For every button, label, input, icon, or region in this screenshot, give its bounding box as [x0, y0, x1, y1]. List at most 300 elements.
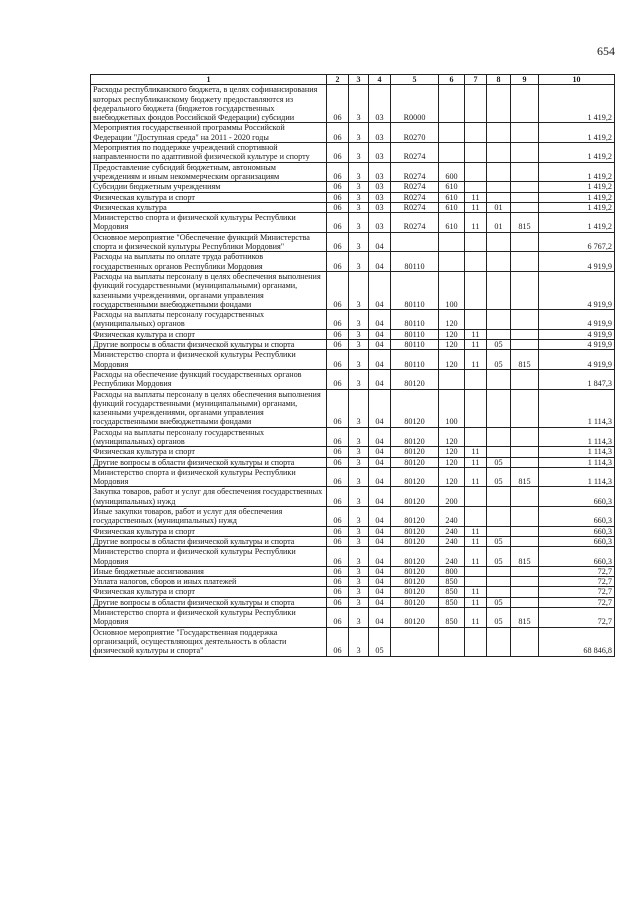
cell-ministry-code — [511, 252, 539, 272]
cell-subdivision: 05 — [487, 457, 511, 467]
cell-section: 06 — [327, 162, 349, 182]
cell-expense-type — [439, 627, 465, 656]
cell-expense-type: 240 — [439, 536, 465, 546]
cell-expense-type: 120 — [439, 457, 465, 467]
cell-measure: 03 — [369, 182, 391, 192]
cell-subprogram: 3 — [349, 507, 369, 527]
cell-subprogram: 3 — [349, 143, 369, 163]
row-description: Министерство спорта и физической культуры Республики Мордовия — [91, 608, 327, 628]
cell-section: 06 — [327, 123, 349, 143]
cell-section: 06 — [327, 447, 349, 457]
table-row — [91, 340, 615, 350]
table-row — [91, 182, 615, 192]
cell-amount: 72,7 — [539, 597, 615, 607]
cell-division — [465, 627, 487, 656]
cell-ministry-code — [511, 85, 539, 123]
cell-ministry-code — [511, 526, 539, 536]
cell-subdivision — [487, 271, 511, 309]
cell-ministry-code: 815 — [511, 350, 539, 370]
table-row — [91, 467, 615, 487]
cell-expense-type: 120 — [439, 467, 465, 487]
row-description: Физическая культура и спорт — [91, 587, 327, 597]
cell-subdivision: 05 — [487, 536, 511, 546]
cell-expense-type: 100 — [439, 389, 465, 427]
cell-section: 06 — [327, 507, 349, 527]
cell-amount: 1 419,2 — [539, 192, 615, 202]
cell-amount: 1 419,2 — [539, 123, 615, 143]
cell-subprogram: 3 — [349, 487, 369, 507]
cell-section: 06 — [327, 85, 349, 123]
cell-measure: 03 — [369, 162, 391, 182]
header-cell-5: 5 — [391, 75, 439, 85]
cell-division — [465, 252, 487, 272]
row-description: Расходы на выплаты по оплате труда работников государственных органов Республики Мордовия — [91, 252, 327, 272]
table-row — [91, 427, 615, 447]
cell-measure: 04 — [369, 587, 391, 597]
cell-target-code: 80120 — [391, 447, 439, 457]
row-description: Другие вопросы в области физической культуры и спорта — [91, 457, 327, 467]
cell-ministry-code — [511, 271, 539, 309]
row-description: Другие вопросы в области физической культуры и спорта — [91, 340, 327, 350]
table-row — [91, 202, 615, 212]
cell-target-code: R0270 — [391, 123, 439, 143]
cell-amount: 1 419,2 — [539, 85, 615, 123]
cell-amount: 72,7 — [539, 587, 615, 597]
cell-subprogram: 3 — [349, 329, 369, 339]
cell-ministry-code — [511, 123, 539, 143]
cell-subdivision — [487, 427, 511, 447]
cell-subdivision — [487, 192, 511, 202]
cell-subdivision — [487, 487, 511, 507]
table-row — [91, 536, 615, 546]
cell-division: 11 — [465, 467, 487, 487]
cell-ministry-code — [511, 457, 539, 467]
cell-measure: 04 — [369, 369, 391, 389]
cell-target-code: R0000 — [391, 85, 439, 123]
cell-subdivision — [487, 369, 511, 389]
cell-amount: 660,3 — [539, 536, 615, 546]
cell-division — [465, 271, 487, 309]
header-cell-7: 7 — [465, 75, 487, 85]
cell-ministry-code: 815 — [511, 608, 539, 628]
cell-target-code — [391, 627, 439, 656]
cell-amount: 6 767,2 — [539, 232, 615, 252]
cell-subdivision: 01 — [487, 213, 511, 233]
cell-section: 06 — [327, 487, 349, 507]
cell-subdivision — [487, 162, 511, 182]
cell-target-code: 80120 — [391, 608, 439, 628]
cell-expense-type: 120 — [439, 447, 465, 457]
cell-amount: 660,3 — [539, 487, 615, 507]
cell-ministry-code: 815 — [511, 467, 539, 487]
row-description: Уплата налогов, сборов и иных платежей — [91, 577, 327, 587]
table-row — [91, 507, 615, 527]
cell-measure: 04 — [369, 252, 391, 272]
cell-amount: 660,3 — [539, 547, 615, 567]
cell-target-code: 80120 — [391, 487, 439, 507]
cell-subprogram: 3 — [349, 536, 369, 546]
cell-expense-type: 850 — [439, 587, 465, 597]
cell-amount: 1 419,2 — [539, 143, 615, 163]
cell-section: 06 — [327, 547, 349, 567]
cell-amount: 1 114,3 — [539, 389, 615, 427]
cell-measure: 03 — [369, 192, 391, 202]
row-description: Мероприятия по поддержке учреждений спортивной направленности по адаптивной физической культуре и спорту — [91, 143, 327, 163]
cell-subprogram: 3 — [349, 608, 369, 628]
cell-division: 11 — [465, 608, 487, 628]
cell-section: 06 — [327, 271, 349, 309]
cell-division: 11 — [465, 202, 487, 212]
cell-section: 06 — [327, 369, 349, 389]
cell-expense-type: 120 — [439, 329, 465, 339]
cell-expense-type: 200 — [439, 487, 465, 507]
cell-measure: 04 — [369, 350, 391, 370]
row-description: Предоставление субсидий бюджетным, автономным учреждениям и иным некоммерческим организациям — [91, 162, 327, 182]
table-row — [91, 566, 615, 576]
row-description: Расходы на выплаты персоналу в целях обеспечения выполнения функций государственными (муниципальными) органами, казенными учреждениями, органами управления государственными внебюджетными фондами — [91, 271, 327, 309]
cell-section: 06 — [327, 457, 349, 467]
cell-expense-type: 120 — [439, 350, 465, 370]
budget-table — [90, 74, 615, 657]
cell-expense-type — [439, 232, 465, 252]
cell-section: 06 — [327, 213, 349, 233]
cell-subprogram: 3 — [349, 350, 369, 370]
cell-subdivision — [487, 577, 511, 587]
cell-ministry-code — [511, 202, 539, 212]
table-body — [91, 85, 615, 656]
cell-division — [465, 232, 487, 252]
cell-ministry-code — [511, 143, 539, 163]
cell-measure: 04 — [369, 340, 391, 350]
cell-ministry-code — [511, 310, 539, 330]
row-description: Расходы на выплаты персоналу государственных (муниципальных) органов — [91, 310, 327, 330]
cell-measure: 04 — [369, 310, 391, 330]
cell-amount: 660,3 — [539, 526, 615, 536]
cell-amount: 1 847,3 — [539, 369, 615, 389]
cell-target-code: R0274 — [391, 202, 439, 212]
cell-amount: 4 919,9 — [539, 329, 615, 339]
cell-expense-type — [439, 143, 465, 163]
cell-measure: 03 — [369, 213, 391, 233]
cell-subprogram: 3 — [349, 192, 369, 202]
cell-subprogram: 3 — [349, 566, 369, 576]
cell-subdivision — [487, 587, 511, 597]
cell-ministry-code — [511, 507, 539, 527]
cell-subdivision — [487, 526, 511, 536]
cell-division: 11 — [465, 350, 487, 370]
cell-amount: 1 419,2 — [539, 213, 615, 233]
cell-amount: 4 919,9 — [539, 271, 615, 309]
cell-ministry-code — [511, 340, 539, 350]
cell-division: 11 — [465, 447, 487, 457]
cell-expense-type: 610 — [439, 213, 465, 233]
cell-subprogram: 3 — [349, 526, 369, 536]
cell-division — [465, 427, 487, 447]
header-cell-1: 1 — [91, 75, 327, 85]
cell-division — [465, 310, 487, 330]
cell-target-code: 80120 — [391, 566, 439, 576]
cell-ministry-code — [511, 577, 539, 587]
cell-division: 11 — [465, 192, 487, 202]
cell-ministry-code — [511, 597, 539, 607]
table-row — [91, 597, 615, 607]
cell-expense-type: 800 — [439, 566, 465, 576]
cell-subprogram: 3 — [349, 627, 369, 656]
cell-subprogram: 3 — [349, 182, 369, 192]
cell-measure: 04 — [369, 577, 391, 587]
row-description: Физическая культура и спорт — [91, 192, 327, 202]
cell-measure: 04 — [369, 547, 391, 567]
cell-expense-type: 120 — [439, 310, 465, 330]
table-row — [91, 389, 615, 427]
cell-subdivision: 05 — [487, 608, 511, 628]
cell-division: 11 — [465, 597, 487, 607]
cell-subprogram: 3 — [349, 310, 369, 330]
cell-ministry-code — [511, 587, 539, 597]
table-row — [91, 547, 615, 567]
cell-amount: 72,7 — [539, 608, 615, 628]
cell-section: 06 — [327, 182, 349, 192]
cell-subprogram: 3 — [349, 447, 369, 457]
cell-subprogram: 3 — [349, 123, 369, 143]
cell-ministry-code — [511, 627, 539, 656]
cell-subprogram: 3 — [349, 369, 369, 389]
header-row — [91, 75, 615, 85]
table-row — [91, 85, 615, 123]
cell-target-code: 80120 — [391, 597, 439, 607]
cell-subprogram: 3 — [349, 213, 369, 233]
row-description: Расходы на обеспечение функций государственных органов Республики Мордовия — [91, 369, 327, 389]
cell-section: 06 — [327, 232, 349, 252]
table-row — [91, 457, 615, 467]
row-description: Мероприятия государственной программы Российской Федерации "Доступная среда" на 2011 - 2020 годы — [91, 123, 327, 143]
cell-subdivision — [487, 329, 511, 339]
table-row — [91, 310, 615, 330]
cell-measure: 04 — [369, 487, 391, 507]
cell-measure: 04 — [369, 597, 391, 607]
cell-subprogram: 3 — [349, 271, 369, 309]
cell-expense-type: 850 — [439, 577, 465, 587]
cell-expense-type: 610 — [439, 182, 465, 192]
page-number: 654 — [597, 44, 615, 58]
cell-target-code: 80120 — [391, 389, 439, 427]
cell-subdivision: 05 — [487, 467, 511, 487]
cell-subdivision — [487, 182, 511, 192]
cell-section: 06 — [327, 252, 349, 272]
cell-subdivision — [487, 232, 511, 252]
cell-division: 11 — [465, 340, 487, 350]
table-row — [91, 192, 615, 202]
cell-subdivision — [487, 507, 511, 527]
cell-measure: 04 — [369, 232, 391, 252]
cell-ministry-code: 815 — [511, 547, 539, 567]
cell-target-code: 80120 — [391, 526, 439, 536]
cell-measure: 04 — [369, 536, 391, 546]
cell-section: 06 — [327, 202, 349, 212]
cell-division — [465, 507, 487, 527]
cell-measure: 03 — [369, 85, 391, 123]
cell-expense-type: 850 — [439, 597, 465, 607]
cell-expense-type: 610 — [439, 192, 465, 202]
row-description: Физическая культура и спорт — [91, 329, 327, 339]
cell-subprogram: 3 — [349, 252, 369, 272]
cell-ministry-code — [511, 536, 539, 546]
cell-ministry-code — [511, 162, 539, 182]
cell-amount: 1 114,3 — [539, 467, 615, 487]
cell-target-code: R0274 — [391, 192, 439, 202]
cell-division — [465, 566, 487, 576]
cell-division — [465, 487, 487, 507]
cell-section: 06 — [327, 566, 349, 576]
cell-division — [465, 123, 487, 143]
header-cell-2: 2 — [327, 75, 349, 85]
row-description: Министерство спорта и физической культуры Республики Мордовия — [91, 547, 327, 567]
cell-subprogram: 3 — [349, 457, 369, 467]
cell-division — [465, 577, 487, 587]
cell-section: 06 — [327, 329, 349, 339]
cell-measure: 03 — [369, 143, 391, 163]
table-row — [91, 329, 615, 339]
cell-amount: 72,7 — [539, 577, 615, 587]
cell-amount: 1 419,2 — [539, 182, 615, 192]
cell-subdivision — [487, 389, 511, 427]
row-description: Иные закупки товаров, работ и услуг для обеспечения государственных (муниципальных) нужд — [91, 507, 327, 527]
cell-section: 06 — [327, 340, 349, 350]
cell-target-code: 80110 — [391, 310, 439, 330]
cell-section: 06 — [327, 192, 349, 202]
cell-expense-type: 850 — [439, 608, 465, 628]
cell-amount: 1 114,3 — [539, 457, 615, 467]
cell-measure: 04 — [369, 566, 391, 576]
cell-target-code: R0274 — [391, 213, 439, 233]
cell-target-code: 80120 — [391, 507, 439, 527]
cell-measure: 04 — [369, 457, 391, 467]
cell-subprogram: 3 — [349, 340, 369, 350]
cell-division — [465, 182, 487, 192]
cell-section: 06 — [327, 350, 349, 370]
table-row — [91, 350, 615, 370]
header-cell-6: 6 — [439, 75, 465, 85]
header-cell-3: 3 — [349, 75, 369, 85]
cell-subdivision — [487, 627, 511, 656]
cell-division: 11 — [465, 329, 487, 339]
cell-subdivision: 01 — [487, 202, 511, 212]
cell-expense-type: 600 — [439, 162, 465, 182]
row-description: Другие вопросы в области физической культуры и спорта — [91, 597, 327, 607]
cell-ministry-code: 815 — [511, 213, 539, 233]
cell-expense-type — [439, 123, 465, 143]
cell-target-code: 80110 — [391, 340, 439, 350]
cell-division — [465, 162, 487, 182]
cell-amount: 1 419,2 — [539, 162, 615, 182]
cell-subprogram: 3 — [349, 85, 369, 123]
cell-amount: 4 919,9 — [539, 340, 615, 350]
cell-measure: 04 — [369, 329, 391, 339]
cell-expense-type: 240 — [439, 526, 465, 536]
row-description: Другие вопросы в области физической культуры и спорта — [91, 536, 327, 546]
cell-section: 06 — [327, 577, 349, 587]
row-description: Субсидии бюджетным учреждениям — [91, 182, 327, 192]
row-description: Расходы на выплаты персоналу государственных (муниципальных) органов — [91, 427, 327, 447]
cell-subprogram: 3 — [349, 597, 369, 607]
cell-measure: 04 — [369, 507, 391, 527]
cell-subdivision: 05 — [487, 350, 511, 370]
cell-amount: 4 919,9 — [539, 350, 615, 370]
cell-target-code: R0274 — [391, 143, 439, 163]
cell-division — [465, 369, 487, 389]
cell-section: 06 — [327, 608, 349, 628]
cell-division: 11 — [465, 536, 487, 546]
table-row — [91, 369, 615, 389]
cell-division: 11 — [465, 213, 487, 233]
cell-ministry-code — [511, 232, 539, 252]
cell-division — [465, 143, 487, 163]
cell-measure: 03 — [369, 202, 391, 212]
table-row — [91, 143, 615, 163]
cell-section: 06 — [327, 427, 349, 447]
cell-amount: 1 114,3 — [539, 427, 615, 447]
cell-subdivision — [487, 143, 511, 163]
cell-subdivision — [487, 85, 511, 123]
cell-amount: 4 919,9 — [539, 310, 615, 330]
cell-ministry-code — [511, 369, 539, 389]
cell-division: 11 — [465, 457, 487, 467]
cell-section: 06 — [327, 467, 349, 487]
cell-target-code: 80120 — [391, 587, 439, 597]
table-row — [91, 162, 615, 182]
cell-division — [465, 389, 487, 427]
cell-target-code: R0274 — [391, 182, 439, 192]
table-row — [91, 213, 615, 233]
cell-target-code: 80110 — [391, 271, 439, 309]
cell-division: 11 — [465, 587, 487, 597]
cell-subdivision — [487, 310, 511, 330]
cell-section: 06 — [327, 310, 349, 330]
cell-measure: 04 — [369, 447, 391, 457]
table-row — [91, 252, 615, 272]
row-description: Основное мероприятие "Государственная поддержка организаций, осуществляющих деятельность в области физической культуры и спорта" — [91, 627, 327, 656]
cell-subprogram: 3 — [349, 162, 369, 182]
cell-measure: 04 — [369, 389, 391, 427]
cell-target-code: 80110 — [391, 252, 439, 272]
cell-division: 11 — [465, 547, 487, 567]
cell-subdivision: 05 — [487, 340, 511, 350]
cell-subprogram: 3 — [349, 232, 369, 252]
cell-subprogram: 3 — [349, 427, 369, 447]
cell-ministry-code — [511, 427, 539, 447]
cell-measure: 04 — [369, 271, 391, 309]
cell-ministry-code — [511, 566, 539, 576]
table-row — [91, 232, 615, 252]
cell-expense-type: 240 — [439, 547, 465, 567]
cell-subdivision — [487, 566, 511, 576]
cell-amount: 68 846,8 — [539, 627, 615, 656]
table-row — [91, 526, 615, 536]
cell-measure: 03 — [369, 123, 391, 143]
cell-target-code — [391, 232, 439, 252]
header-cell-10: 10 — [539, 75, 615, 85]
cell-section: 06 — [327, 389, 349, 427]
cell-measure: 05 — [369, 627, 391, 656]
table-row — [91, 487, 615, 507]
cell-amount: 4 919,9 — [539, 252, 615, 272]
cell-section: 06 — [327, 536, 349, 546]
header-cell-8: 8 — [487, 75, 511, 85]
cell-subprogram: 3 — [349, 587, 369, 597]
cell-expense-type: 120 — [439, 427, 465, 447]
cell-expense-type — [439, 85, 465, 123]
cell-expense-type — [439, 252, 465, 272]
